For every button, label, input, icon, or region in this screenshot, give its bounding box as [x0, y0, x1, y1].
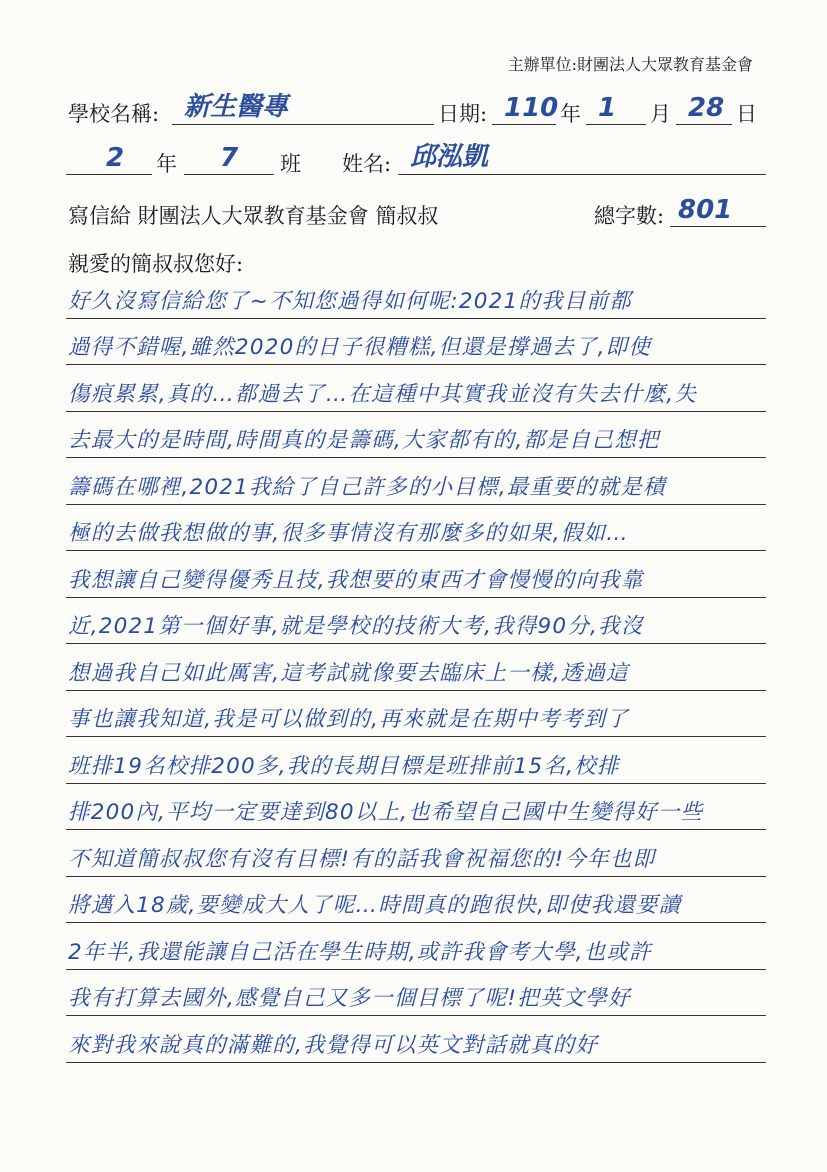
- letter-line-text: 近,2021第一個好事,就是學校的技術大考,我得90分,我沒: [68, 614, 644, 639]
- letter-line: [66, 830, 766, 877]
- date-month-value: 1: [598, 93, 617, 123]
- letter-line-text: 2年半,我還能讓自己活在學生時期,或許我會考大學,也或許: [68, 939, 652, 965]
- letter-line: [66, 1016, 766, 1063]
- date-day-label: 日: [736, 102, 757, 126]
- letter-line: [66, 505, 766, 552]
- letter-line-text: 傷痕累累,真的…都過去了…在這種中其實我並沒有失去什麼,失: [68, 381, 697, 407]
- date-year-value: 110: [504, 93, 559, 123]
- letter-line: [66, 644, 766, 691]
- date-year-label: 年: [560, 102, 581, 126]
- word-count-value: 801: [678, 195, 733, 225]
- letter-line: [66, 272, 766, 319]
- class-name-row: [0, 142, 827, 182]
- word-count-field: [670, 196, 766, 227]
- recipient-label: 寫信給 財團法人大眾教育基金會 簡叔叔: [68, 204, 439, 228]
- letter-line: [66, 691, 766, 738]
- letter-line-text: 班排19名校排200多,我的長期目標是班排前15名,校排: [68, 753, 620, 779]
- class-label: 班: [280, 152, 301, 176]
- school-date-row: [0, 92, 827, 132]
- name-field: [398, 144, 766, 175]
- letter-line: [66, 970, 766, 1017]
- letter-line-text: 去最大的是時間,時間真的是籌碼,大家都有的,都是自己想把: [68, 428, 660, 453]
- letter-line-text: 想過我自己如此厲害,這考試就像要去臨床上一樣,透過這: [68, 660, 629, 686]
- letter-line-text: 過得不錯喔,雖然2020的日子很糟糕,但還是撐過去了,即使: [68, 335, 652, 360]
- letter-line: [66, 598, 766, 645]
- letter-line: [66, 877, 766, 924]
- class-field: [184, 144, 274, 175]
- letter-line-text: 將邁入18歲,要變成大人了呢…時間真的跑很快,即使我還要讀: [68, 893, 682, 918]
- date-day-value: 28: [688, 93, 725, 123]
- date-month-label: 月: [650, 102, 671, 126]
- school-name-label: 學校名稱:: [68, 102, 160, 126]
- letter-line: [66, 458, 766, 505]
- date-month-field: [586, 94, 646, 125]
- greeting: 親愛的簡叔叔您好:: [68, 252, 244, 276]
- letter-line-text: 來對我來說真的滿難的,我覺得可以英文對話就真的好: [68, 1032, 599, 1058]
- school-name-field: [172, 94, 434, 125]
- letter-body: [66, 272, 766, 1063]
- letter-line-text: 不知道簡叔叔您有沒有目標!有的話我會祝福您的!今年也即: [68, 846, 656, 872]
- class-value: 7: [220, 143, 239, 173]
- letter-line: [66, 551, 766, 598]
- name-label: 姓名:: [342, 152, 392, 176]
- school-name-value: 新生醫專: [184, 92, 289, 122]
- letter-line-text: 籌碼在哪裡,2021我給了自己許多的小目標,最重要的就是積: [68, 474, 666, 500]
- letter-line: [66, 412, 766, 459]
- sponsor-label: 主辦單位:財團法人大眾教育基金會: [507, 55, 753, 74]
- letter-line-text: 事也讓我知道,我是可以做到的,再來就是在期中考考到了: [68, 707, 629, 732]
- date-year-field: [492, 93, 559, 125]
- letter-line-text: 排200內,平均一定要達到80以上,也希望自己國中生變得好一些: [68, 800, 704, 825]
- letter-line-text: 我想讓自己變得優秀且技,我想要的東西才會慢慢的向我靠: [68, 567, 644, 593]
- grade-value: 2: [106, 143, 125, 173]
- letter-line: [66, 737, 766, 784]
- letter-line-text: 我有打算去國外,感覺自己又多一個目標了呢!把英文學好: [68, 986, 631, 1011]
- recipient-row: [0, 194, 827, 234]
- name-value: 邱泓凱: [410, 142, 489, 172]
- date-day-field: [676, 94, 732, 125]
- letter-line-text: 好久沒寫信給您了~不知您過得如何呢:2021的我目前都: [68, 288, 632, 314]
- date-label: 日期:: [438, 102, 488, 126]
- letter-line: [66, 319, 766, 366]
- letter-line: [66, 784, 766, 831]
- letter-line: [66, 365, 766, 412]
- word-count-label: 總字數:: [594, 204, 665, 228]
- letter-line-text: 極的去做我想做的事,很多事情沒有那麼多的如果,假如…: [68, 521, 629, 546]
- grade-field: [66, 144, 152, 175]
- letter-line: [66, 923, 766, 970]
- grade-label: 年: [156, 152, 177, 176]
